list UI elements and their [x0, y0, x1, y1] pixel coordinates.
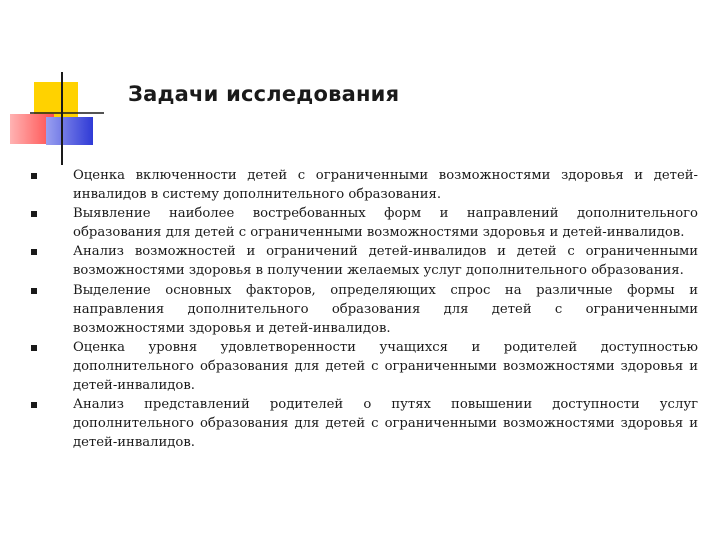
list-item-text: Анализ представлений родителей о путях повышении доступности услуг дополнительного образования для детей с ограниченными возможностями здоровья и детей-инвалидов. — [73, 397, 698, 451]
list-item — [26, 166, 698, 204]
list-item-text: Анализ возможностей и ограничений детей-инвалидов и детей с ограниченными возможностями здоровья в получении желаемых услуг дополнительного образования. — [73, 244, 698, 279]
list-item-text: Выделение основных факторов, определяющих спрос на различные формы и направления дополнительного образования для детей с ограниченными возможностями здоровья и детей-инвалидов. — [73, 282, 698, 336]
task-list — [26, 166, 698, 452]
decorative-corner-graphic — [0, 0, 110, 170]
list-item — [26, 242, 698, 280]
square-bullet-icon — [31, 402, 37, 408]
blue-gradient-bar — [46, 117, 93, 145]
square-bullet-icon — [31, 288, 37, 294]
list-item-text: Оценка включенности детей с ограниченными возможностями здоровья и детей-инвалидов в систему дополнительного образования. — [73, 168, 698, 203]
slide-title: Задачи исследования — [128, 82, 400, 106]
list-item — [26, 395, 698, 452]
list-item — [26, 281, 698, 338]
list-item — [26, 204, 698, 242]
square-bullet-icon — [31, 173, 37, 179]
list-item-text: Выявление наиболее востребованных форм и направлений дополнительного образования для детей с ограниченными возможностями здоровья и детей-инвалидов. — [73, 206, 698, 241]
square-bullet-icon — [31, 249, 37, 255]
square-bullet-icon — [31, 211, 37, 217]
list-item — [26, 338, 698, 395]
square-bullet-icon — [31, 345, 37, 351]
list-item-text: Оценка уровня удовлетворенности учащихся и родителей доступностью дополнительного образования для детей с ограниченными возможностями здоровья и детей-инвалидов. — [73, 339, 698, 394]
